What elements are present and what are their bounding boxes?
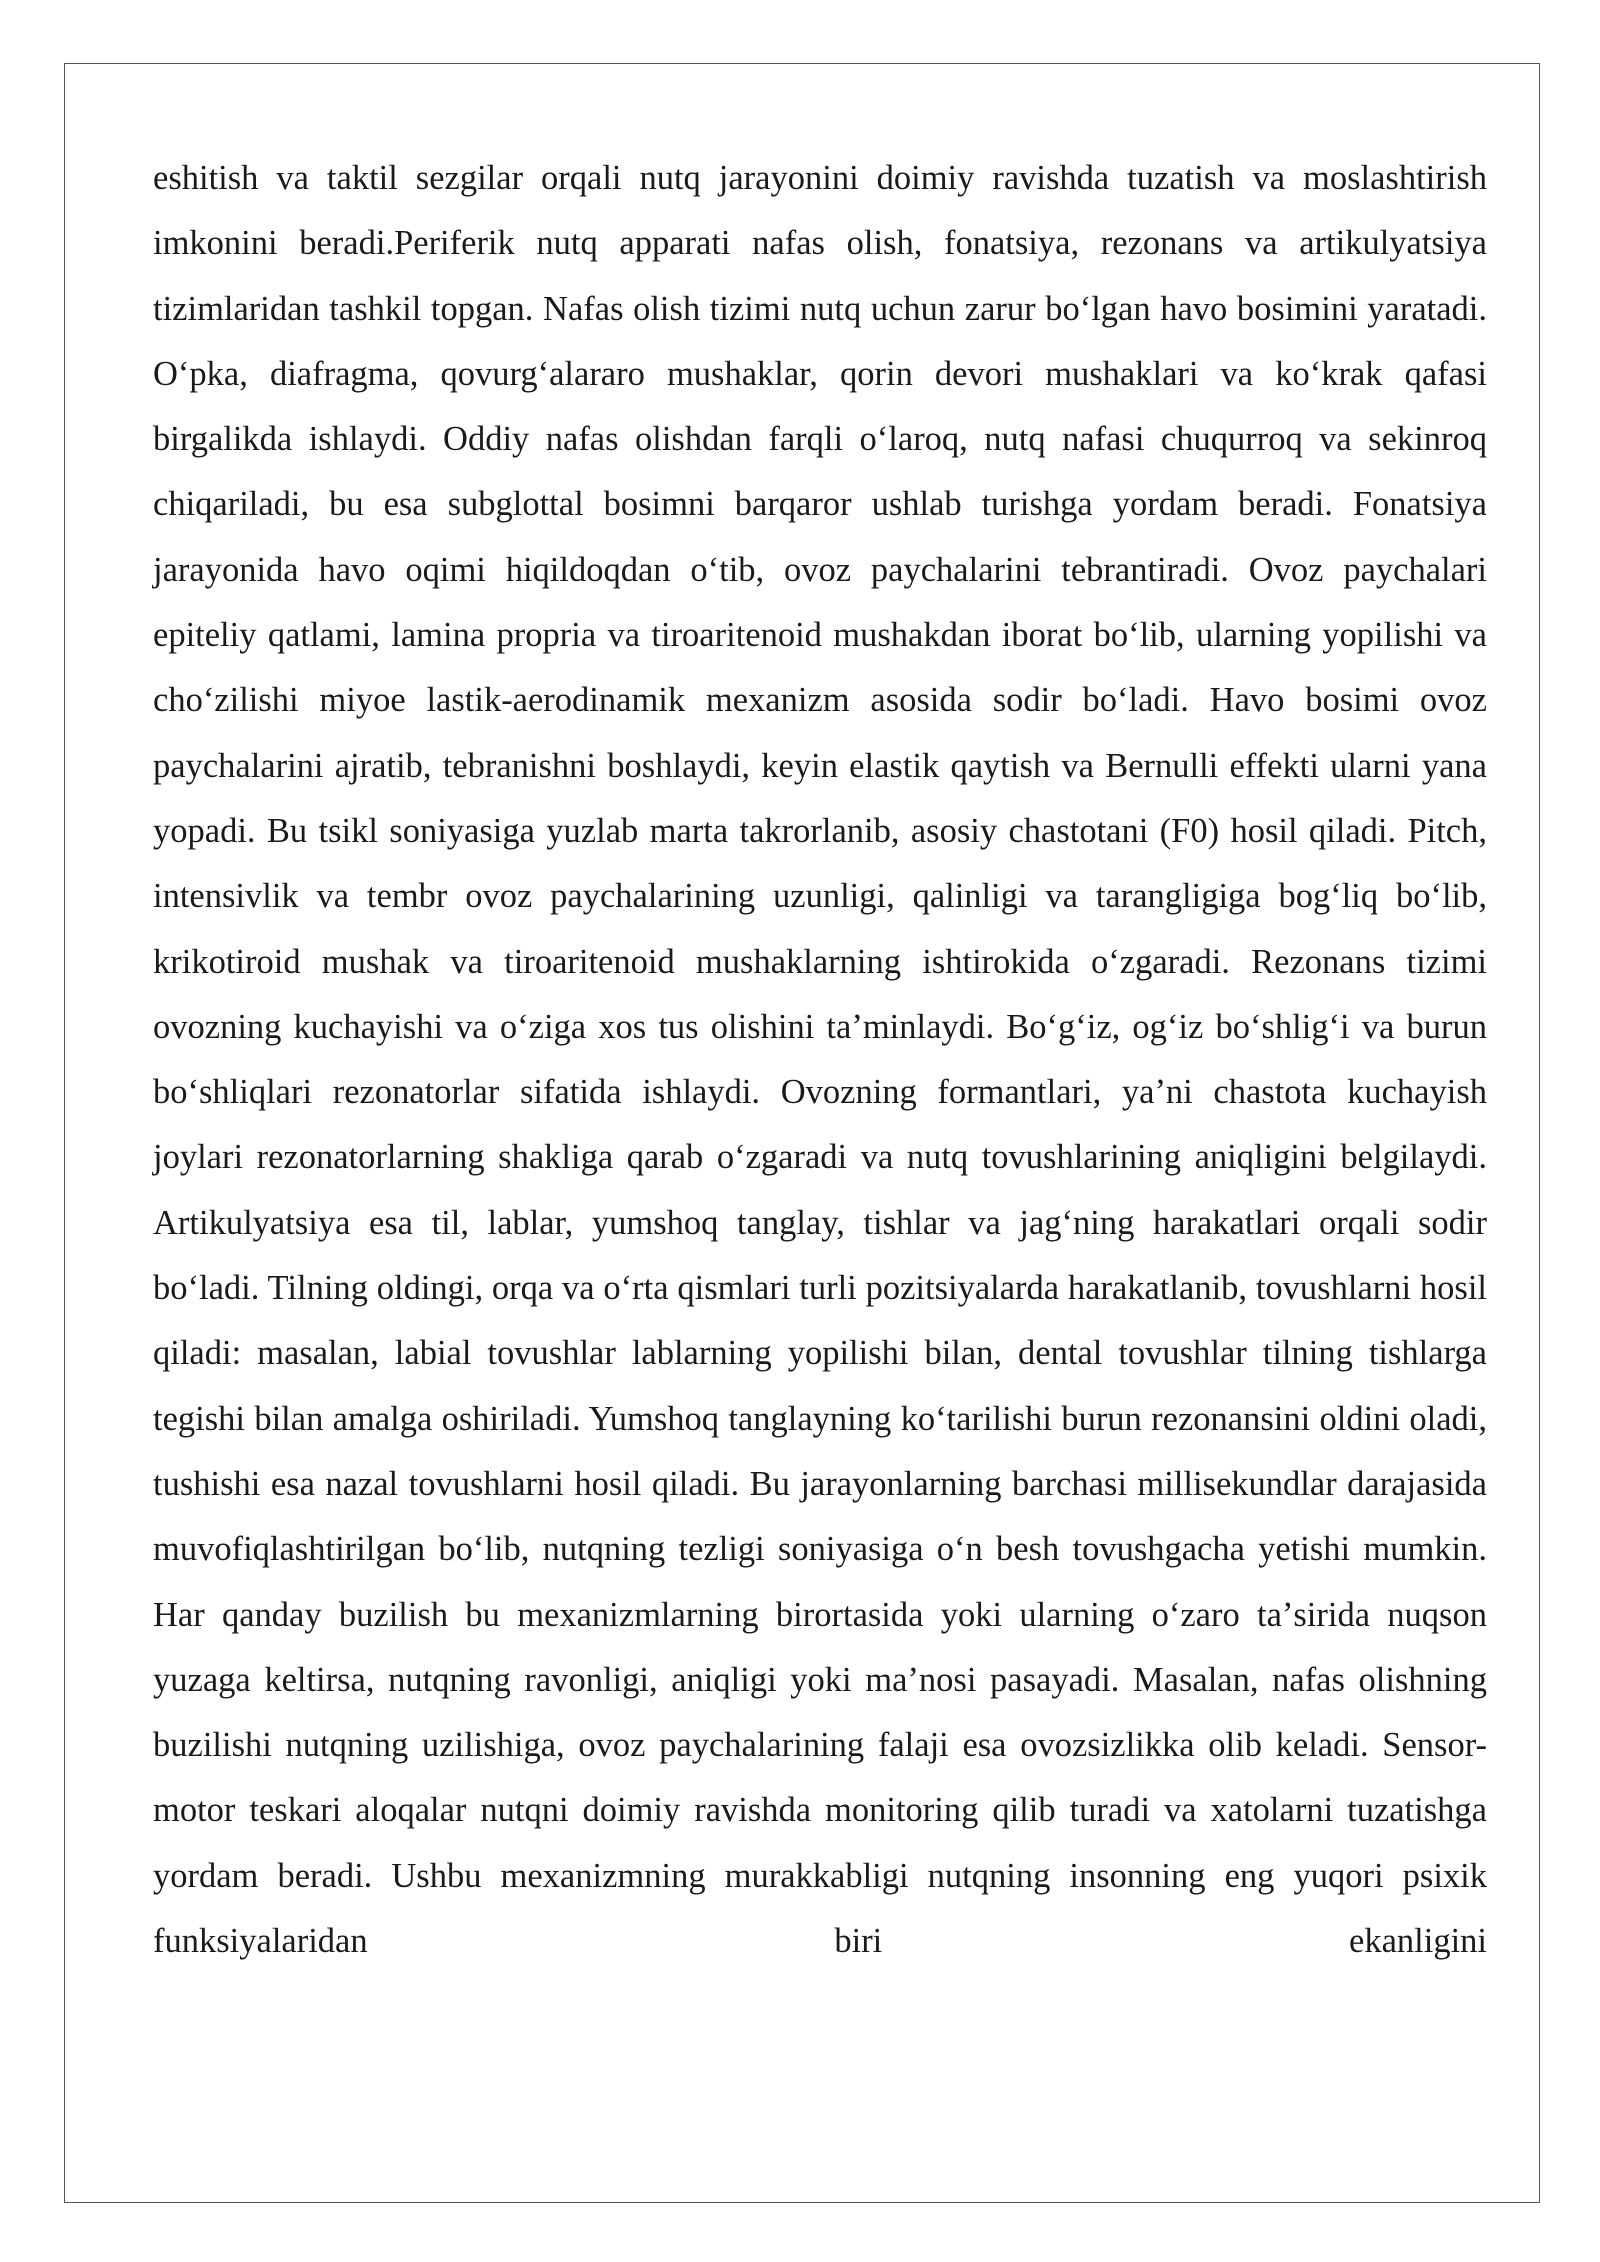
body-paragraph: eshitish va taktil sezgilar orqali nutq jarayonini doimiy ravishda tuzatish va moslashtirish imkonini beradi.Periferik nutq apparati nafas olish, fonatsiya, rezonans va artikulyatsiya tizimlaridan tashkil topgan. Nafas olish tizimi nutq uchun zarur boʻlgan havo bosimini yaratadi. Oʻpka, diafragma, qovurgʻalararo mushaklar, qorin devori mushaklari va koʻkrak qafasi birgalikda ishlaydi. Oddiy nafas olishdan farqli oʻlaroq, nutq nafasi chuqurroq va sekinroq chiqariladi, bu esa subglottal bosimni barqaror ushlab turishga yordam beradi. Fonatsiya jarayonida havo oqimi hiqildoqdan oʻtib, ovoz paychalarini tebrantiradi. Ovoz paychalari epiteliy qatlami, lamina propria va tiroaritenoid mushakdan iborat boʻlib, ularning yopilishi va choʻzilishi miyoe lastik-aerodinamik mexanizm asosida sodir boʻladi. Havo bosimi ovoz paychalarini ajratib, tebranishni boshlaydi, keyin elastik qaytish va Bernulli effekti ularni yana yopadi. Bu tsikl soniyasiga yuzlab marta takrorlanib, asosiy chastotani (F0) hosil qiladi. Pitch, intensivlik va tembr ovoz paychalarining uzunligi, qalinligi va tarangligiga bogʻliq boʻlib, krikotiroid mushak va tiroaritenoid mushaklarning ishtirokida oʻzgaradi. Rezonans tizimi ovozning kuchayishi va oʻziga xos tus olishini taʼminlaydi. Boʻgʻiz, ogʻiz boʻshligʻi va burun boʻshliqlari rezonatorlar sifatida ishlaydi. Ovozning formantlari, yaʼni chastota kuchayish joylari rezonatorlarning shakliga qarab oʻzgaradi va nutq tovushlarining aniqligini belgilaydi. Artikulyatsiya esa til, lablar, yumshoq tanglay, tishlar va jagʻning harakatlari orqali sodir boʻladi. Tilning oldingi, orqa va oʻrta qismlari turli pozitsiyalarda harakatlanib, tovushlarni hosil qiladi: masalan, labial tovushlar lablarning yopilishi bilan, dental tovushlar tilning tishlarga tegishi bilan amalga oshiriladi. Yumshoq tanglayning koʻtarilishi burun rezonansini oldini oladi, tushishi esa nazal tovushlarni hosil qiladi. Bu jarayonlarning barchasi millisekundlar darajasida muvofiqlashtirilgan boʻlib, nutqning tezligi soniyasiga oʻn besh tovushgacha yetishi mumkin. Har qanday buzilish bu mexanizmlarning birortasida yoki ularning oʻzaro taʼsirida nuqson yuzaga keltirsa, nutqning ravonligi, aniqligi yoki maʼnosi pasayadi. Masalan, nafas olishning buzilishi nutqning uzilishiga, ovoz paychalarining falaji esa ovozsizlikka olib keladi. Sensor-motor teskari aloqalar nutqni doimiy ravishda monitoring qilib turadi va xatolarni tuzatishga yordam beradi. Ushbu mexanizmning murakkabligi nutqning insonning eng yuqori psixik funksiyalaridan biri ekanligini	[153, 159, 1487, 1961]
